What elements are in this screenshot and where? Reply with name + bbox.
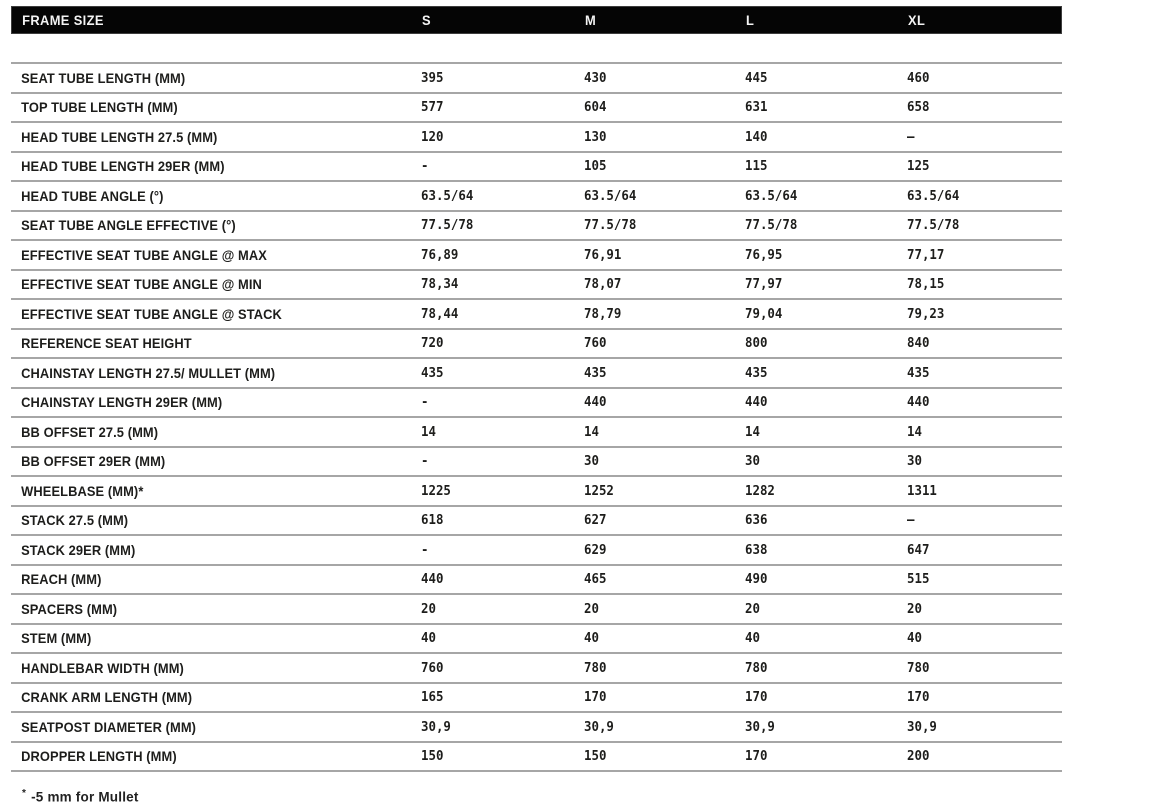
cell-value-xl: 840 <box>907 335 930 352</box>
cell-value-s: 435 <box>421 364 444 381</box>
cell-value-l: 631 <box>745 99 768 116</box>
cell-value-m: 627 <box>584 512 607 529</box>
geometry-table-body <box>11 62 1062 772</box>
row-label: CHAINSTAY LENGTH 27.5/ MULLET (MM) <box>21 364 276 381</box>
cell-value-m: 435 <box>584 364 607 381</box>
cell-value-s: 440 <box>421 571 444 588</box>
row-label: EFFECTIVE SEAT TUBE ANGLE @ STACK <box>21 305 282 322</box>
cell-value-l: 435 <box>745 364 768 381</box>
cell-value-xl: 515 <box>907 571 930 588</box>
footnote <box>22 788 139 805</box>
cell-value-m: 170 <box>584 689 607 706</box>
cell-value-s: 618 <box>421 512 444 529</box>
table-row <box>11 564 1062 594</box>
cell-value-s: 78,34 <box>421 276 459 293</box>
footnote-text: -5 mm for Mullet <box>31 789 139 805</box>
table-row <box>11 682 1062 712</box>
header-size-m: M <box>585 12 597 28</box>
cell-value-xl: 20 <box>907 600 922 617</box>
row-label: SEAT TUBE LENGTH (MM) <box>21 69 186 86</box>
table-row <box>11 711 1062 741</box>
table-row <box>11 210 1062 240</box>
table-row <box>11 328 1062 358</box>
cell-value-m: 78,79 <box>584 305 622 322</box>
cell-value-s: 30,9 <box>421 718 451 735</box>
row-label: SPACERS (MM) <box>21 600 118 617</box>
cell-value-m: 105 <box>584 158 607 175</box>
row-label: REACH (MM) <box>21 571 102 588</box>
cell-value-s: - <box>421 394 429 411</box>
table-row <box>11 416 1062 446</box>
cell-value-l: 800 <box>745 335 768 352</box>
cell-value-l: 445 <box>745 69 768 86</box>
cell-value-xl: – <box>907 512 915 529</box>
cell-value-xl: 77.5/78 <box>907 217 960 234</box>
cell-value-m: 40 <box>584 630 599 647</box>
cell-value-l: 140 <box>745 128 768 145</box>
cell-value-l: 40 <box>745 630 760 647</box>
table-row <box>11 357 1062 387</box>
cell-value-s: - <box>421 158 429 175</box>
cell-value-m: 77.5/78 <box>584 217 637 234</box>
cell-value-l: 63.5/64 <box>745 187 798 204</box>
table-row <box>11 239 1062 269</box>
row-label: CHAINSTAY LENGTH 29ER (MM) <box>21 394 223 411</box>
cell-value-m: 1252 <box>584 482 614 499</box>
row-label: EFFECTIVE SEAT TUBE ANGLE @ MIN <box>21 276 262 293</box>
row-label: SEAT TUBE ANGLE EFFECTIVE (°) <box>21 217 236 234</box>
table-row <box>11 534 1062 564</box>
table-row <box>11 387 1062 417</box>
row-label: HEAD TUBE LENGTH 29ER (MM) <box>21 158 225 175</box>
cell-value-xl: 780 <box>907 659 930 676</box>
row-label: HEAD TUBE ANGLE (°) <box>21 187 164 204</box>
cell-value-xl: 200 <box>907 748 930 765</box>
cell-value-l: 638 <box>745 541 768 558</box>
table-row <box>11 92 1062 122</box>
header-size-s: S <box>422 12 431 28</box>
table-row <box>11 121 1062 151</box>
row-label: BB OFFSET 27.5 (MM) <box>21 423 159 440</box>
cell-value-l: 30,9 <box>745 718 775 735</box>
cell-value-m: 76,91 <box>584 246 622 263</box>
table-row <box>11 298 1062 328</box>
row-label: HEAD TUBE LENGTH 27.5 (MM) <box>21 128 218 145</box>
cell-value-m: 78,07 <box>584 276 622 293</box>
row-label: STEM (MM) <box>21 630 92 647</box>
row-label: SEATPOST DIAMETER (MM) <box>21 718 197 735</box>
cell-value-l: 1282 <box>745 482 775 499</box>
cell-value-l: 14 <box>745 423 760 440</box>
cell-value-s: 14 <box>421 423 436 440</box>
cell-value-s: 720 <box>421 335 444 352</box>
cell-value-l: 79,04 <box>745 305 783 322</box>
cell-value-xl: 30 <box>907 453 922 470</box>
cell-value-s: 120 <box>421 128 444 145</box>
cell-value-xl: 63.5/64 <box>907 187 960 204</box>
cell-value-xl: 170 <box>907 689 930 706</box>
cell-value-l: 20 <box>745 600 760 617</box>
cell-value-l: 636 <box>745 512 768 529</box>
cell-value-l: 77,97 <box>745 276 783 293</box>
cell-value-xl: 1311 <box>907 482 937 499</box>
cell-value-l: 780 <box>745 659 768 676</box>
cell-value-xl: 460 <box>907 69 930 86</box>
row-label: STACK 29ER (MM) <box>21 541 136 558</box>
cell-value-xl: 40 <box>907 630 922 647</box>
table-row <box>11 505 1062 535</box>
table-row <box>11 269 1062 299</box>
cell-value-s: - <box>421 453 429 470</box>
table-row <box>11 446 1062 476</box>
cell-value-m: 780 <box>584 659 607 676</box>
cell-value-s: 395 <box>421 69 444 86</box>
cell-value-xl: 658 <box>907 99 930 116</box>
row-label: STACK 27.5 (MM) <box>21 512 129 529</box>
cell-value-s: 78,44 <box>421 305 459 322</box>
cell-value-m: 604 <box>584 99 607 116</box>
table-row <box>11 62 1062 92</box>
header-size-l: L <box>746 12 755 28</box>
cell-value-l: 77.5/78 <box>745 217 798 234</box>
cell-value-l: 440 <box>745 394 768 411</box>
cell-value-s: 40 <box>421 630 436 647</box>
cell-value-s: 76,89 <box>421 246 459 263</box>
cell-value-l: 115 <box>745 158 768 175</box>
row-label: TOP TUBE LENGTH (MM) <box>21 99 178 116</box>
cell-value-m: 629 <box>584 541 607 558</box>
cell-value-m: 14 <box>584 423 599 440</box>
cell-value-m: 130 <box>584 128 607 145</box>
table-row <box>11 652 1062 682</box>
row-label: DROPPER LENGTH (MM) <box>21 748 177 765</box>
cell-value-m: 440 <box>584 394 607 411</box>
cell-value-m: 465 <box>584 571 607 588</box>
cell-value-m: 760 <box>584 335 607 352</box>
cell-value-l: 30 <box>745 453 760 470</box>
cell-value-s: 760 <box>421 659 444 676</box>
table-header-row <box>11 6 1062 34</box>
cell-value-xl: 14 <box>907 423 922 440</box>
cell-value-s: 77.5/78 <box>421 217 474 234</box>
cell-value-xl: 30,9 <box>907 718 937 735</box>
header-frame-size: FRAME SIZE <box>22 12 104 28</box>
table-row <box>11 475 1062 505</box>
row-label: CRANK ARM LENGTH (MM) <box>21 689 193 706</box>
cell-value-xl: 647 <box>907 541 930 558</box>
table-row <box>11 180 1062 210</box>
cell-value-s: 150 <box>421 748 444 765</box>
footnote-marker: * <box>22 788 27 799</box>
cell-value-xl: 435 <box>907 364 930 381</box>
row-label: REFERENCE SEAT HEIGHT <box>21 335 192 352</box>
cell-value-s: 165 <box>421 689 444 706</box>
header-size-xl: XL <box>908 12 926 28</box>
cell-value-xl: – <box>907 128 915 145</box>
row-label: EFFECTIVE SEAT TUBE ANGLE @ MAX <box>21 246 267 263</box>
cell-value-s: 577 <box>421 99 444 116</box>
row-label: WHEELBASE (MM)* <box>21 482 144 499</box>
cell-value-l: 490 <box>745 571 768 588</box>
row-label: HANDLEBAR WIDTH (MM) <box>21 659 184 676</box>
cell-value-s: - <box>421 541 429 558</box>
row-label: BB OFFSET 29ER (MM) <box>21 453 166 470</box>
cell-value-xl: 125 <box>907 158 930 175</box>
cell-value-l: 170 <box>745 689 768 706</box>
frame-geometry-table <box>11 6 1062 772</box>
cell-value-l: 170 <box>745 748 768 765</box>
cell-value-m: 20 <box>584 600 599 617</box>
table-row <box>11 623 1062 653</box>
cell-value-m: 63.5/64 <box>584 187 637 204</box>
table-row <box>11 741 1062 771</box>
cell-value-m: 430 <box>584 69 607 86</box>
cell-value-xl: 78,15 <box>907 276 945 293</box>
cell-value-m: 150 <box>584 748 607 765</box>
table-row <box>11 593 1062 623</box>
table-row <box>11 151 1062 181</box>
cell-value-m: 30,9 <box>584 718 614 735</box>
cell-value-s: 63.5/64 <box>421 187 474 204</box>
cell-value-l: 76,95 <box>745 246 783 263</box>
cell-value-m: 30 <box>584 453 599 470</box>
cell-value-xl: 77,17 <box>907 246 945 263</box>
cell-value-xl: 440 <box>907 394 930 411</box>
cell-value-s: 20 <box>421 600 436 617</box>
cell-value-xl: 79,23 <box>907 305 945 322</box>
cell-value-s: 1225 <box>421 482 451 499</box>
